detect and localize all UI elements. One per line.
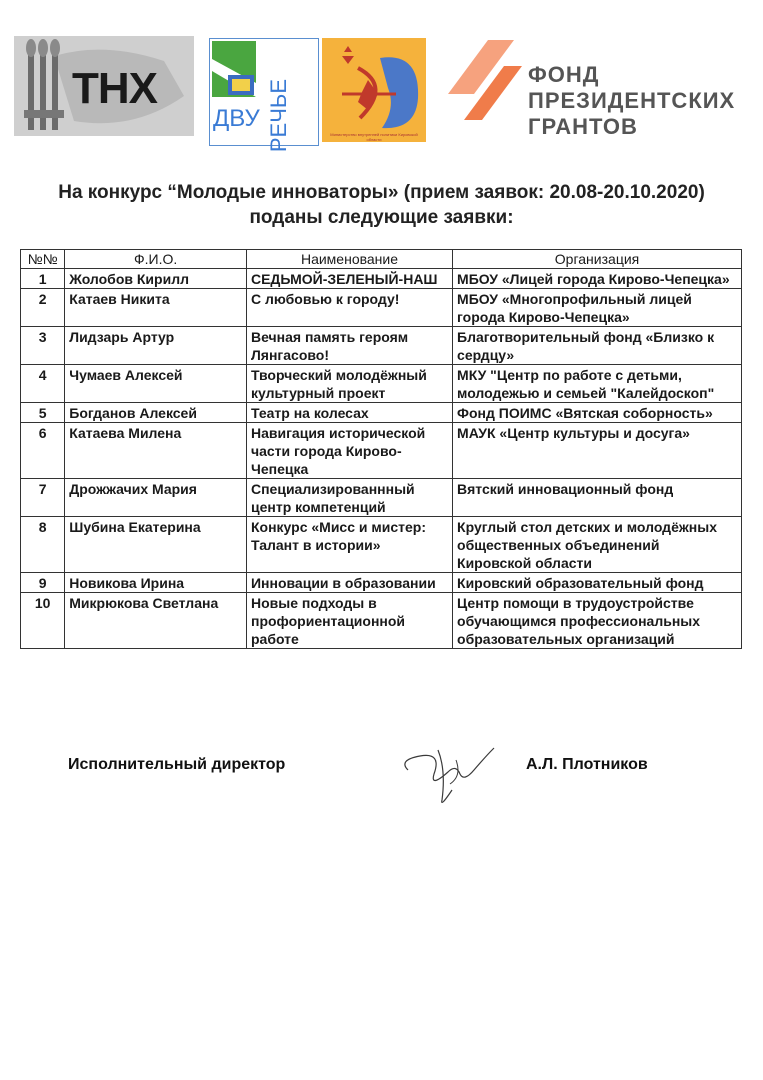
row-number: 9 bbox=[21, 573, 65, 593]
fund-name-line: ФОНД bbox=[528, 62, 600, 87]
project-title: Навигация исторической части города Кирово-Чепецка bbox=[246, 423, 452, 479]
table-row bbox=[21, 289, 742, 327]
project-title: С любовью к городу! bbox=[246, 289, 452, 327]
project-title: Творческий молодёжный культурный проект bbox=[246, 365, 452, 403]
applicant-name: Микрюкова Светлана bbox=[65, 593, 247, 649]
table-row bbox=[21, 573, 742, 593]
dvurechye-text-part1: ДВУ bbox=[213, 105, 260, 132]
project-title: Новые подходы в профориентационной работе bbox=[246, 593, 452, 649]
signatory-title: Исполнительный директор bbox=[68, 756, 286, 773]
table-row bbox=[21, 517, 742, 573]
row-number: 4 bbox=[21, 365, 65, 403]
heading-line-2: поданы следующие заявки: bbox=[249, 207, 514, 228]
fund-emblem-icon bbox=[444, 34, 524, 124]
organization: Круглый стол детских и молодёжных общественных объединений Кировской области bbox=[453, 517, 742, 573]
row-number: 1 bbox=[21, 269, 65, 289]
tnh-logo-text: ТНХ bbox=[72, 64, 157, 113]
row-number: 6 bbox=[21, 423, 65, 479]
organization: МКУ "Центр по работе с детьми, молодежью и семьей "Калейдоскоп" bbox=[453, 365, 742, 403]
row-number: 3 bbox=[21, 327, 65, 365]
dvurechye-text-part2: РЕЧЬЕ bbox=[266, 79, 291, 153]
applications-table bbox=[20, 249, 742, 649]
tnh-logo bbox=[14, 36, 194, 136]
table-row bbox=[21, 269, 742, 289]
table-row bbox=[21, 403, 742, 423]
applicant-name: Лидзарь Артур bbox=[65, 327, 247, 365]
organization: Благотворительный фонд «Близко к сердцу» bbox=[453, 327, 742, 365]
applicant-name: Чумаев Алексей bbox=[65, 365, 247, 403]
table-row bbox=[21, 593, 742, 649]
row-number: 8 bbox=[21, 517, 65, 573]
table-row bbox=[21, 365, 742, 403]
document-heading bbox=[0, 180, 763, 230]
column-header-title: Наименование bbox=[246, 250, 452, 269]
signature-block bbox=[0, 752, 763, 812]
applicant-name: Богданов Алексей bbox=[65, 403, 247, 423]
table-row bbox=[21, 423, 742, 479]
signatory-name: А.Л. Плотников bbox=[526, 756, 648, 773]
row-number: 10 bbox=[21, 593, 65, 649]
organization: Вятский инновационный фонд bbox=[453, 479, 742, 517]
fund-name-line: ПРЕЗИДЕНТСКИХ bbox=[528, 88, 736, 113]
row-number: 5 bbox=[21, 403, 65, 423]
organization: Фонд ПОИМС «Вятская соборность» bbox=[453, 403, 742, 423]
table-row bbox=[21, 479, 742, 517]
column-header-organization: Организация bbox=[453, 250, 742, 269]
table-row bbox=[21, 327, 742, 365]
applicant-name: Дрожжачих Мария bbox=[65, 479, 247, 517]
project-title: Вечная память героям Лянгасово! bbox=[246, 327, 452, 365]
project-title: СЕДЬМОЙ-ЗЕЛЕНЫЙ-НАШ bbox=[246, 269, 452, 289]
project-title: Специализированнный центр компетенций bbox=[246, 479, 452, 517]
organization: МБОУ «Многопрофильный лицей города Кирово-Чепецка» bbox=[453, 289, 742, 327]
project-title: Конкурс «Мисс и мистер: Талант в истории» bbox=[246, 517, 452, 573]
project-title: Инновации в образовании bbox=[246, 573, 452, 593]
organization: Центр помощи в трудоустройстве обучающимся профессиональных образовательных организаций bbox=[453, 593, 742, 649]
organization: Кировский образовательный фонд bbox=[453, 573, 742, 593]
table-header-row bbox=[21, 250, 742, 269]
applicant-name: Шубина Екатерина bbox=[65, 517, 247, 573]
applicant-name: Новикова Ирина bbox=[65, 573, 247, 593]
presidential-grants-fund-logo bbox=[444, 34, 744, 144]
organization: МАУК «Центр культуры и досуга» bbox=[453, 423, 742, 479]
organization: МБОУ «Лицей города Кирово-Чепецка» bbox=[453, 269, 742, 289]
column-header-name: Ф.И.О. bbox=[65, 250, 247, 269]
column-header-number: №№ bbox=[21, 250, 65, 269]
heading-line-1: На конкурс “Молодые инноваторы» (прием заявок: 20.08-20.10.2020) bbox=[58, 182, 705, 203]
dvurechye-logo bbox=[209, 38, 319, 153]
project-title: Театр на колесах bbox=[246, 403, 452, 423]
logo-bar bbox=[0, 30, 763, 153]
fund-name-line: ГРАНТОВ bbox=[528, 114, 638, 139]
applicant-name: Катаева Милена bbox=[65, 423, 247, 479]
handwritten-signature-icon bbox=[390, 730, 500, 810]
row-number: 2 bbox=[21, 289, 65, 327]
ministry-caption: Министерство внутренней политики Кировской области bbox=[330, 132, 418, 142]
archer-emblem-icon bbox=[322, 38, 426, 142]
ministry-logo bbox=[322, 38, 426, 142]
row-number: 7 bbox=[21, 479, 65, 517]
fund-name bbox=[528, 62, 735, 140]
applicant-name: Жолобов Кирилл bbox=[65, 269, 247, 289]
applicant-name: Катаев Никита bbox=[65, 289, 247, 327]
